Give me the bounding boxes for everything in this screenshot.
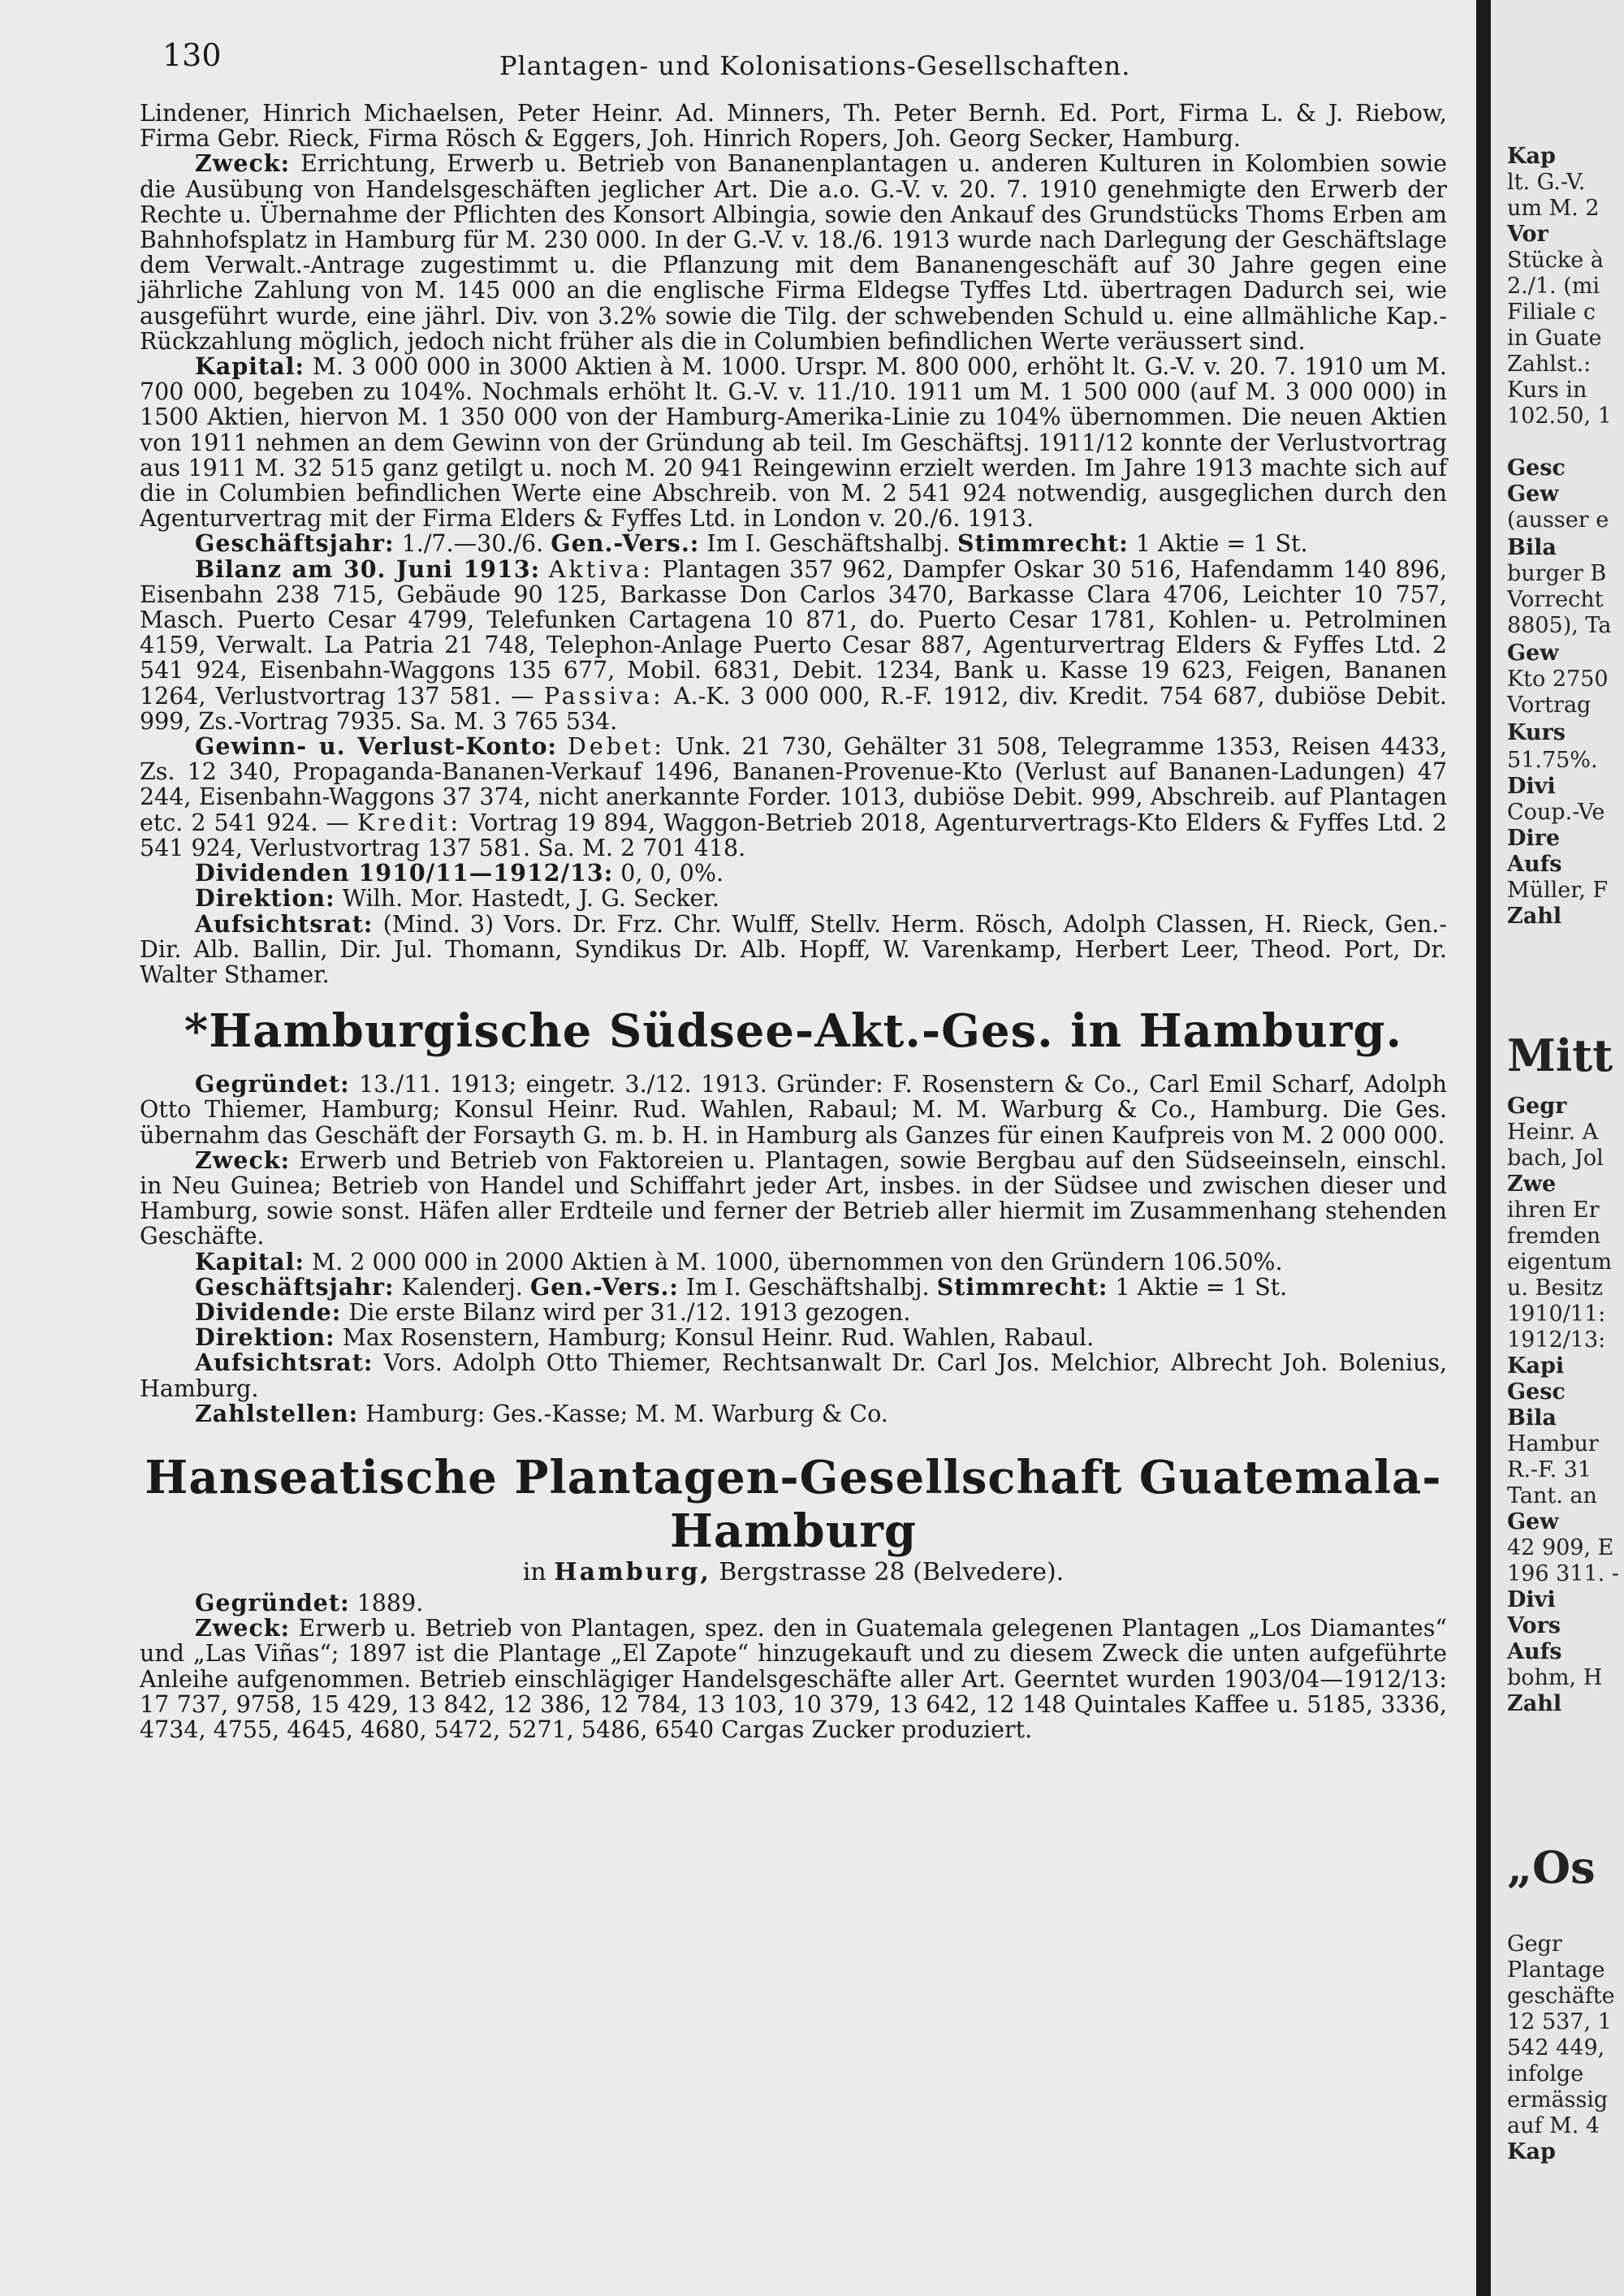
s2-gj-label: Geschäftsjahr: bbox=[195, 1272, 395, 1301]
s2-stimm-label: Stimmrecht: bbox=[936, 1272, 1108, 1301]
adjacent-page-fragment: in Guate bbox=[1507, 326, 1602, 351]
adjacent-page-fragment: Gew bbox=[1507, 1509, 1559, 1534]
adjacent-page-fragment: Dire bbox=[1507, 826, 1561, 851]
adjacent-page-fragment: geschäfte bbox=[1507, 1983, 1615, 2009]
s2-gegruendet bbox=[140, 1072, 1447, 1148]
adjacent-page-edge bbox=[1491, 0, 1624, 2296]
adjacent-page-fragment: Vor bbox=[1507, 222, 1548, 247]
adjacent-page-fragment: Zwe bbox=[1507, 1172, 1557, 1197]
founders-continued: Lindener, Hinrich Michaelsen, Peter Heinr. Ad. Minners, Th. Peter Bernh. Ed. Port, Firma L. & J. Riebow, Firma Gebr. Rieck, Firma Rösch & Eggers, Joh. Hinrich Ropers, Joh. Georg Secker, Hamburg. bbox=[140, 100, 1447, 153]
adjacent-page-fragment: Vors bbox=[1507, 1613, 1561, 1638]
adjacent-page-fragment: Bila bbox=[1507, 535, 1557, 560]
s1-stimm-text: 1 Aktie = 1 St. bbox=[1135, 530, 1308, 558]
s1-kredit-text: Vortrag 19 894, Waggon-Betrieb 2018, Agenturvertrags-Kto Elders & Fyffes Ltd. 2 541 924, Verlustvortrag 137 581. Sa. M. 2 701 418. bbox=[140, 809, 1447, 861]
s1-dividenden bbox=[140, 861, 1447, 886]
s2-zweck-label: Zweck: bbox=[195, 1146, 291, 1174]
s1-passiva-text: A.-K. 3 000 000, R.-F. 1912, div. Kredit. 754 687, dubiöse Debit. 999, Zs.-Vortrag 7935. Sa. M. 3 765 534. bbox=[140, 682, 1447, 735]
adjacent-page-fragment: bach, Jol bbox=[1507, 1146, 1604, 1171]
s2-geschaeftsjahr bbox=[140, 1272, 1447, 1301]
s2-zweck bbox=[140, 1148, 1447, 1249]
adjacent-page-fragment: fremden bbox=[1507, 1224, 1601, 1249]
adjacent-page-fragment: 1910/11: bbox=[1507, 1301, 1606, 1327]
s2-dividende bbox=[140, 1297, 1447, 1326]
s3-heading: Hanseatische Plantagen-Gesellschaft Guatemala-Hamburg bbox=[145, 1450, 1442, 1558]
s1-gj-text: 1./7.—30./6. bbox=[401, 530, 544, 558]
s3-gegr-text: 1889. bbox=[356, 1589, 424, 1616]
s3-sub-in: in bbox=[522, 1557, 546, 1586]
adjacent-page-fragment: 542 449, bbox=[1507, 2035, 1605, 2061]
running-head: Plantagen- und Kolonisations-Gesellschaften. bbox=[499, 50, 1131, 81]
s1-direktion bbox=[140, 886, 1447, 911]
adjacent-page-fragment: Kap bbox=[1507, 2139, 1556, 2164]
adjacent-page-fragment: 1912/13: bbox=[1507, 1327, 1606, 1353]
adjacent-page-fragment: Filiale c bbox=[1507, 300, 1596, 325]
s1-gj-label: Geschäftsjahr: bbox=[195, 529, 395, 558]
page-gutter bbox=[1476, 0, 1491, 2296]
s2-stimm-text: 1 Aktie = 1 St. bbox=[1115, 1273, 1288, 1301]
s2-gj-text: Kalenderj. bbox=[401, 1273, 523, 1301]
adjacent-page-fragment: Divi bbox=[1507, 1587, 1556, 1612]
adjacent-page-fragment: lt. G.-V. bbox=[1507, 170, 1586, 195]
s3-sub-addr: Bergstrasse 28 (Belvedere). bbox=[719, 1557, 1065, 1586]
adjacent-page-fragment: Gesc bbox=[1507, 455, 1566, 481]
adjacent-page-fragment: 196 311. - bbox=[1507, 1561, 1619, 1586]
adjacent-page-fragment: auf M. 4 bbox=[1507, 2113, 1600, 2138]
adjacent-page-fragment: Divi bbox=[1507, 774, 1556, 799]
s3-gegr-label: Gegründet: bbox=[195, 1588, 350, 1616]
s2-div-text: Die erste Bilanz wird per 31./12. 1913 gezogen. bbox=[348, 1298, 911, 1326]
adjacent-page-fragment: u. Besitz bbox=[1507, 1275, 1603, 1301]
adjacent-page-fragment: Kto 2750 bbox=[1507, 667, 1609, 692]
s2-gegr-text: 13./11. 1913; eingetr. 3./12. 1913. Gründer: F. Rosenstern & Co., Carl Emil Scharf, Adolph Otto Thiemer, Hamburg; Konsul Heinr. Rud. Wahlen, Rabaul; M. M. Warburg & Co., Hamburg. Die Ges. übernahm das Geschäft der Forsayth G. m. b. H. in Hamburg als Ganzes für einen Kaufpreis von M. 2 000 000. bbox=[140, 1071, 1448, 1149]
adjacent-page-fragment: Gew bbox=[1507, 641, 1559, 666]
s1-stimm-label: Stimmrecht: bbox=[957, 529, 1129, 558]
adjacent-page-fragment: burger B bbox=[1507, 561, 1607, 586]
adjacent-page-fragment: Gew bbox=[1507, 481, 1559, 507]
adjacent-page-fragment: Gesc bbox=[1507, 1379, 1566, 1405]
adjacent-page-fragment: 102.50, 1 bbox=[1507, 404, 1612, 429]
adjacent-page-fragment: 8805), Ta bbox=[1507, 613, 1612, 638]
adjacent-page-fragment: Vortrag bbox=[1507, 693, 1592, 718]
adjacent-page-fragment: bohm, H bbox=[1507, 1665, 1603, 1690]
adjacent-page-fragment: Plantage bbox=[1507, 1957, 1605, 1983]
s2-ar-text: Vors. Adolph Otto Thiemer, Rechtsanwalt Dr. Carl Jos. Melchior, Albrecht Joh. Bolenius, Hamburg. bbox=[140, 1349, 1447, 1402]
adjacent-page-fragment: 12 537, 1 bbox=[1507, 2009, 1612, 2035]
adjacent-page-fragment: Kap bbox=[1507, 144, 1556, 169]
adjacent-page-fragment: infolge bbox=[1507, 2061, 1584, 2087]
s1-aktiva-text: Plantagen 357 962, Dampfer Oskar 30 516, Hafendamm 140 896, Eisenbahn 238 715, Gebäude 90 125, Barkasse Don Carlos 3470, Barkasse Clara 4706, Leichter 10 757, Masch. Puerto Cesar 4799, Telefunken Cartagena 10 871, do. Puerto Cesar 1781, Kohlen- u. Petrolminen 4159, Verwalt. La Patria 21 748, Telephon-Anlage Puerto Cesar 887, Agenturvertrag Elders & Fyffes Ltd. 2 541 924, Eisenbahn-Waggons 135 677, Mobil. 6831, Debit. 1234, Bank u. Kasse 19 623, Feigen, Bananen 1264, Verlustvortrag 137 581. — bbox=[140, 555, 1448, 710]
s2-kapital bbox=[140, 1249, 1447, 1275]
s2-dir-text: Max Rosenstern, Hamburg; Konsul Heinr. Rud. Wahlen, Rabaul. bbox=[342, 1324, 1095, 1352]
adjacent-page-fragment: Vorrecht bbox=[1507, 587, 1604, 612]
adjacent-page-fragment: ihren Er bbox=[1507, 1198, 1600, 1223]
adjacent-page-fragment: Gegr bbox=[1507, 1931, 1562, 1957]
s2-genvers-label: Gen.-Vers.: bbox=[529, 1272, 679, 1301]
s1-ar-text: (Mind. 3) Vors. Dr. Frz. Chr. Wulff, Stellv. Herm. Rösch, Adolph Classen, H. Rieck, Gen.-Dir. Alb. Ballin, Dir. Jul. Thomann, Syndikus Dr. Alb. Hopff, W. Varenkamp, Herbert Leer, Theod. Port, Dr. Walter Sthamer. bbox=[140, 910, 1447, 988]
s2-kapital-text: M. 2 000 000 in 2000 Aktien à M. 1000, übernommen von den Gründern 106.50%. bbox=[312, 1248, 1283, 1275]
adjacent-page-fragment: Zahl bbox=[1507, 904, 1562, 929]
s1-kapital-label: Kapital: bbox=[195, 352, 304, 381]
s3-zweck bbox=[140, 1616, 1447, 1742]
adjacent-page-fragment: Bila bbox=[1507, 1405, 1557, 1431]
s1-geschaeftsjahr bbox=[140, 531, 1447, 556]
s1-div-label: Dividenden 1910/11—1912/13: bbox=[195, 859, 614, 887]
s2-zahl-text: Hamburg: Ges.-Kasse; M. M. Warburg & Co. bbox=[365, 1400, 888, 1427]
s2-genvers-text: Im I. Geschäftshalbj. bbox=[686, 1273, 930, 1301]
s1-aktiva-word: Aktiva: bbox=[548, 555, 654, 583]
adjacent-page-fragment: Coup.-Ve bbox=[1507, 800, 1605, 825]
s3-zweck-text: Erwerb u. Betrieb von Plantagen, spez. den in Guatemala gelegenen Plantagen „Los Diamantes“ und „Las Viñas“; 1897 ist die Plantage „El Zapote“ hinzugekauft und zu diesem Zweck die unten aufgeführte Anleihe aufgenommen. Betrieb einschlägiger Handelsgeschäfte aller Art. Geerntet wurden 1903/04—1912/13: 17 737, 9758, 15 429, 13 842, 12 386, 12 784, 13 103, 10 379, 13 642, 12 148 Quintales Kaffee u. 5185, 3336, 4734, 4755, 4645, 4680, 5472, 5271, 5486, 6540 Cargas Zucker produziert. bbox=[140, 1615, 1447, 1743]
adjacent-page-fragment: 51.75%. bbox=[1507, 748, 1598, 773]
s1-kapital bbox=[140, 354, 1447, 531]
s1-bilanz bbox=[140, 557, 1447, 734]
s1-debet-text: Unk. 21 730, Gehälter 31 508, Telegramme 1353, Reisen 4433, Zs. 12 340, Propaganda-Bananen-Verkauf 1496, Bananen-Provenue-Kto (Verlust auf Bananen-Ladungen) 47 244, Eisenbahn-Waggons 37 374, nicht anerkannte Forder. 1013, dubiöse Debit. 999, Abschreib. auf Plantagen etc. 2 541 924. — bbox=[140, 733, 1448, 836]
s3-sub-city: Hamburg, bbox=[554, 1557, 711, 1586]
adjacent-page-fragment: Zahlst.: bbox=[1507, 352, 1592, 377]
s1-guv-label: Gewinn- u. Verlust-Konto: bbox=[195, 732, 558, 761]
adjacent-page-fragment: eigentum bbox=[1507, 1249, 1613, 1275]
s1-genvers-label: Gen.-Vers.: bbox=[551, 529, 700, 558]
s1-debet-word: Debet: bbox=[568, 733, 665, 761]
adjacent-page-fragment: Kapi bbox=[1507, 1353, 1565, 1379]
s1-zweck-label: Zweck: bbox=[195, 149, 291, 178]
s3-gegruendet bbox=[140, 1590, 1447, 1616]
s1-zweck-text: Errichtung, Erwerb u. Betrieb von Bananenplantagen u. anderen Kulturen in Kolombien sowie die Ausübung von Handelsgeschäften jeglicher Art. Die a.o. G.-V. v. 20. 7. 1910 genehmigte den Erwerb der Rechte u. Übernahme der Pflichten des Konsort Albingia, sowie den Ankauf des Grundstücks Thoms Erben am Bahnhofsplatz in Hamburg für M. 230 000. In der G.-V. v. 18./6. 1913 wurde nach Darlegung der Geschäftslage dem Verwalt.-Antrage zugestimmt u. die Pflanzung mit dem Bananengeschäft auf 30 Jahre gegen eine jährliche Zahlung von M. 145 000 an die englische Firma Eldegse Tyffes Ltd. übertragen Dadurch sei, wie ausgeführt wurde, eine jährl. Div. von 3.2% sowie die Tilg. der schwebenden Schuld u. eine allmähliche Kap.-Rückzahlung möglich, jedoch nicht früher als die in Columbien befindlichen Werte veräussert sind. bbox=[140, 150, 1447, 355]
s2-direktion bbox=[140, 1325, 1447, 1350]
s2-gegr-label: Gegründet: bbox=[195, 1070, 350, 1098]
page-number: 130 bbox=[162, 37, 222, 73]
adjacent-page-fragment: Zahl bbox=[1507, 1691, 1562, 1716]
s2-div-label: Dividende: bbox=[195, 1297, 342, 1326]
s1-kapital-text: M. 3 000 000 in 3000 Aktien à M. 1000. Urspr. M. 800 000, erhöht lt. G.-V. v. 20. 7. 1910 um M. 700 000, begeben zu 104%. Nochmals erhöht lt. G.-V. v. 11./10. 1911 um M. 1 500 000 (auf M. 3 000 000) in 1500 Aktien, hiervon M. 1 350 000 von der Hamburg-Amerika-Linie zu 104% übernommen. Die neuen Aktien von 1911 nehmen an dem Gewinn von der Gründung ab teil. Im Geschäftsj. 1911/12 konnte der Verlustvortrag aus 1911 M. 32 515 ganz getilgt u. noch M. 20 941 Reingewinn erzielt werden. Im Jahre 1913 machte sich auf die in Columbien befindlichen Werte eine Abschreib. von M. 2 541 924 notwendig, ausgeglichen durch den Agenturvertrag mit der Firma Elders & Fyffes Ltd. in London v. 20./6. 1913. bbox=[140, 353, 1447, 533]
s2-kapital-label: Kapital: bbox=[195, 1247, 304, 1275]
adjacent-page-fragment: um M. 2 bbox=[1507, 196, 1600, 221]
adjacent-page-fragment: „Os bbox=[1507, 1841, 1596, 1893]
s2-ar-label: Aufsichtsrat: bbox=[195, 1349, 374, 1377]
s3-subheading bbox=[140, 1558, 1447, 1587]
adjacent-page-fragment: 42 909, E bbox=[1507, 1535, 1614, 1560]
s1-genvers-text: Im I. Geschäftshalbj. bbox=[706, 530, 950, 558]
adjacent-page-fragment: Kurs bbox=[1507, 720, 1566, 745]
adjacent-page-fragment: Aufs bbox=[1507, 852, 1562, 877]
s1-dir-text: Wilh. Mor. Hastedt, J. G. Secker. bbox=[342, 885, 720, 913]
adjacent-page-fragment: Gegr bbox=[1507, 1094, 1567, 1119]
adjacent-page-fragment: 2./1. (mi bbox=[1507, 274, 1600, 299]
s2-zahl-label: Zahlstellen: bbox=[195, 1399, 359, 1427]
adjacent-page-fragment: Hambur bbox=[1507, 1431, 1599, 1457]
adjacent-page-fragment: Tant. an bbox=[1507, 1483, 1597, 1508]
adjacent-page-fragment: ermässig bbox=[1507, 2087, 1609, 2113]
s1-kredit-word: Kredit: bbox=[356, 809, 462, 836]
page-body bbox=[140, 101, 1447, 1742]
s2-zahlstellen bbox=[140, 1401, 1447, 1426]
s3-zweck-label: Zweck: bbox=[195, 1614, 291, 1642]
s2-heading: *Hamburgische Südsee-Akt.-Ges. in Hamburg. bbox=[184, 1004, 1403, 1059]
s1-zweck bbox=[140, 151, 1447, 354]
s1-aufsichtsrat bbox=[140, 909, 1447, 988]
adjacent-page-fragment: Kurs in bbox=[1507, 378, 1587, 403]
s1-guv bbox=[140, 734, 1447, 861]
s2-dir-label: Direktion: bbox=[195, 1323, 335, 1352]
adjacent-page-fragment: Aufs bbox=[1507, 1639, 1562, 1664]
adjacent-page-fragment: Heinr. A bbox=[1507, 1120, 1599, 1145]
s1-dir-label: Direktion: bbox=[195, 884, 335, 913]
adjacent-page-fragment: R.-F. 31 bbox=[1507, 1457, 1592, 1482]
s2-aufsichtsrat bbox=[140, 1350, 1447, 1400]
s2-zweck-text: Erwerb und Betrieb von Faktoreien u. Plantagen, sowie Bergbau auf den Südseeinseln, einschl. in Neu Guinea; Betrieb von Handel und Schiffahrt jeder Art, insbes. in der Südsee und zwischen dieser und Hamburg, sowie sonst. Häfen aller Erdteile und ferner der Betrieb aller hiermit im Zusammenhang stehenden Geschäfte. bbox=[140, 1146, 1447, 1250]
adjacent-page-fragment: Stücke à bbox=[1507, 248, 1604, 273]
adjacent-page-fragment: (ausser e bbox=[1507, 507, 1609, 533]
s1-bilanz-label: Bilanz am 30. Juni 1913: bbox=[195, 555, 541, 583]
adjacent-page-fragment: Mitt bbox=[1507, 1029, 1613, 1081]
s1-ar-label: Aufsichtsrat: bbox=[195, 909, 374, 938]
adjacent-page-fragment: Müller, F bbox=[1507, 878, 1609, 903]
s1-passiva-word: Passiva: bbox=[543, 682, 664, 710]
s1-div-text: 0, 0, 0%. bbox=[620, 860, 724, 887]
